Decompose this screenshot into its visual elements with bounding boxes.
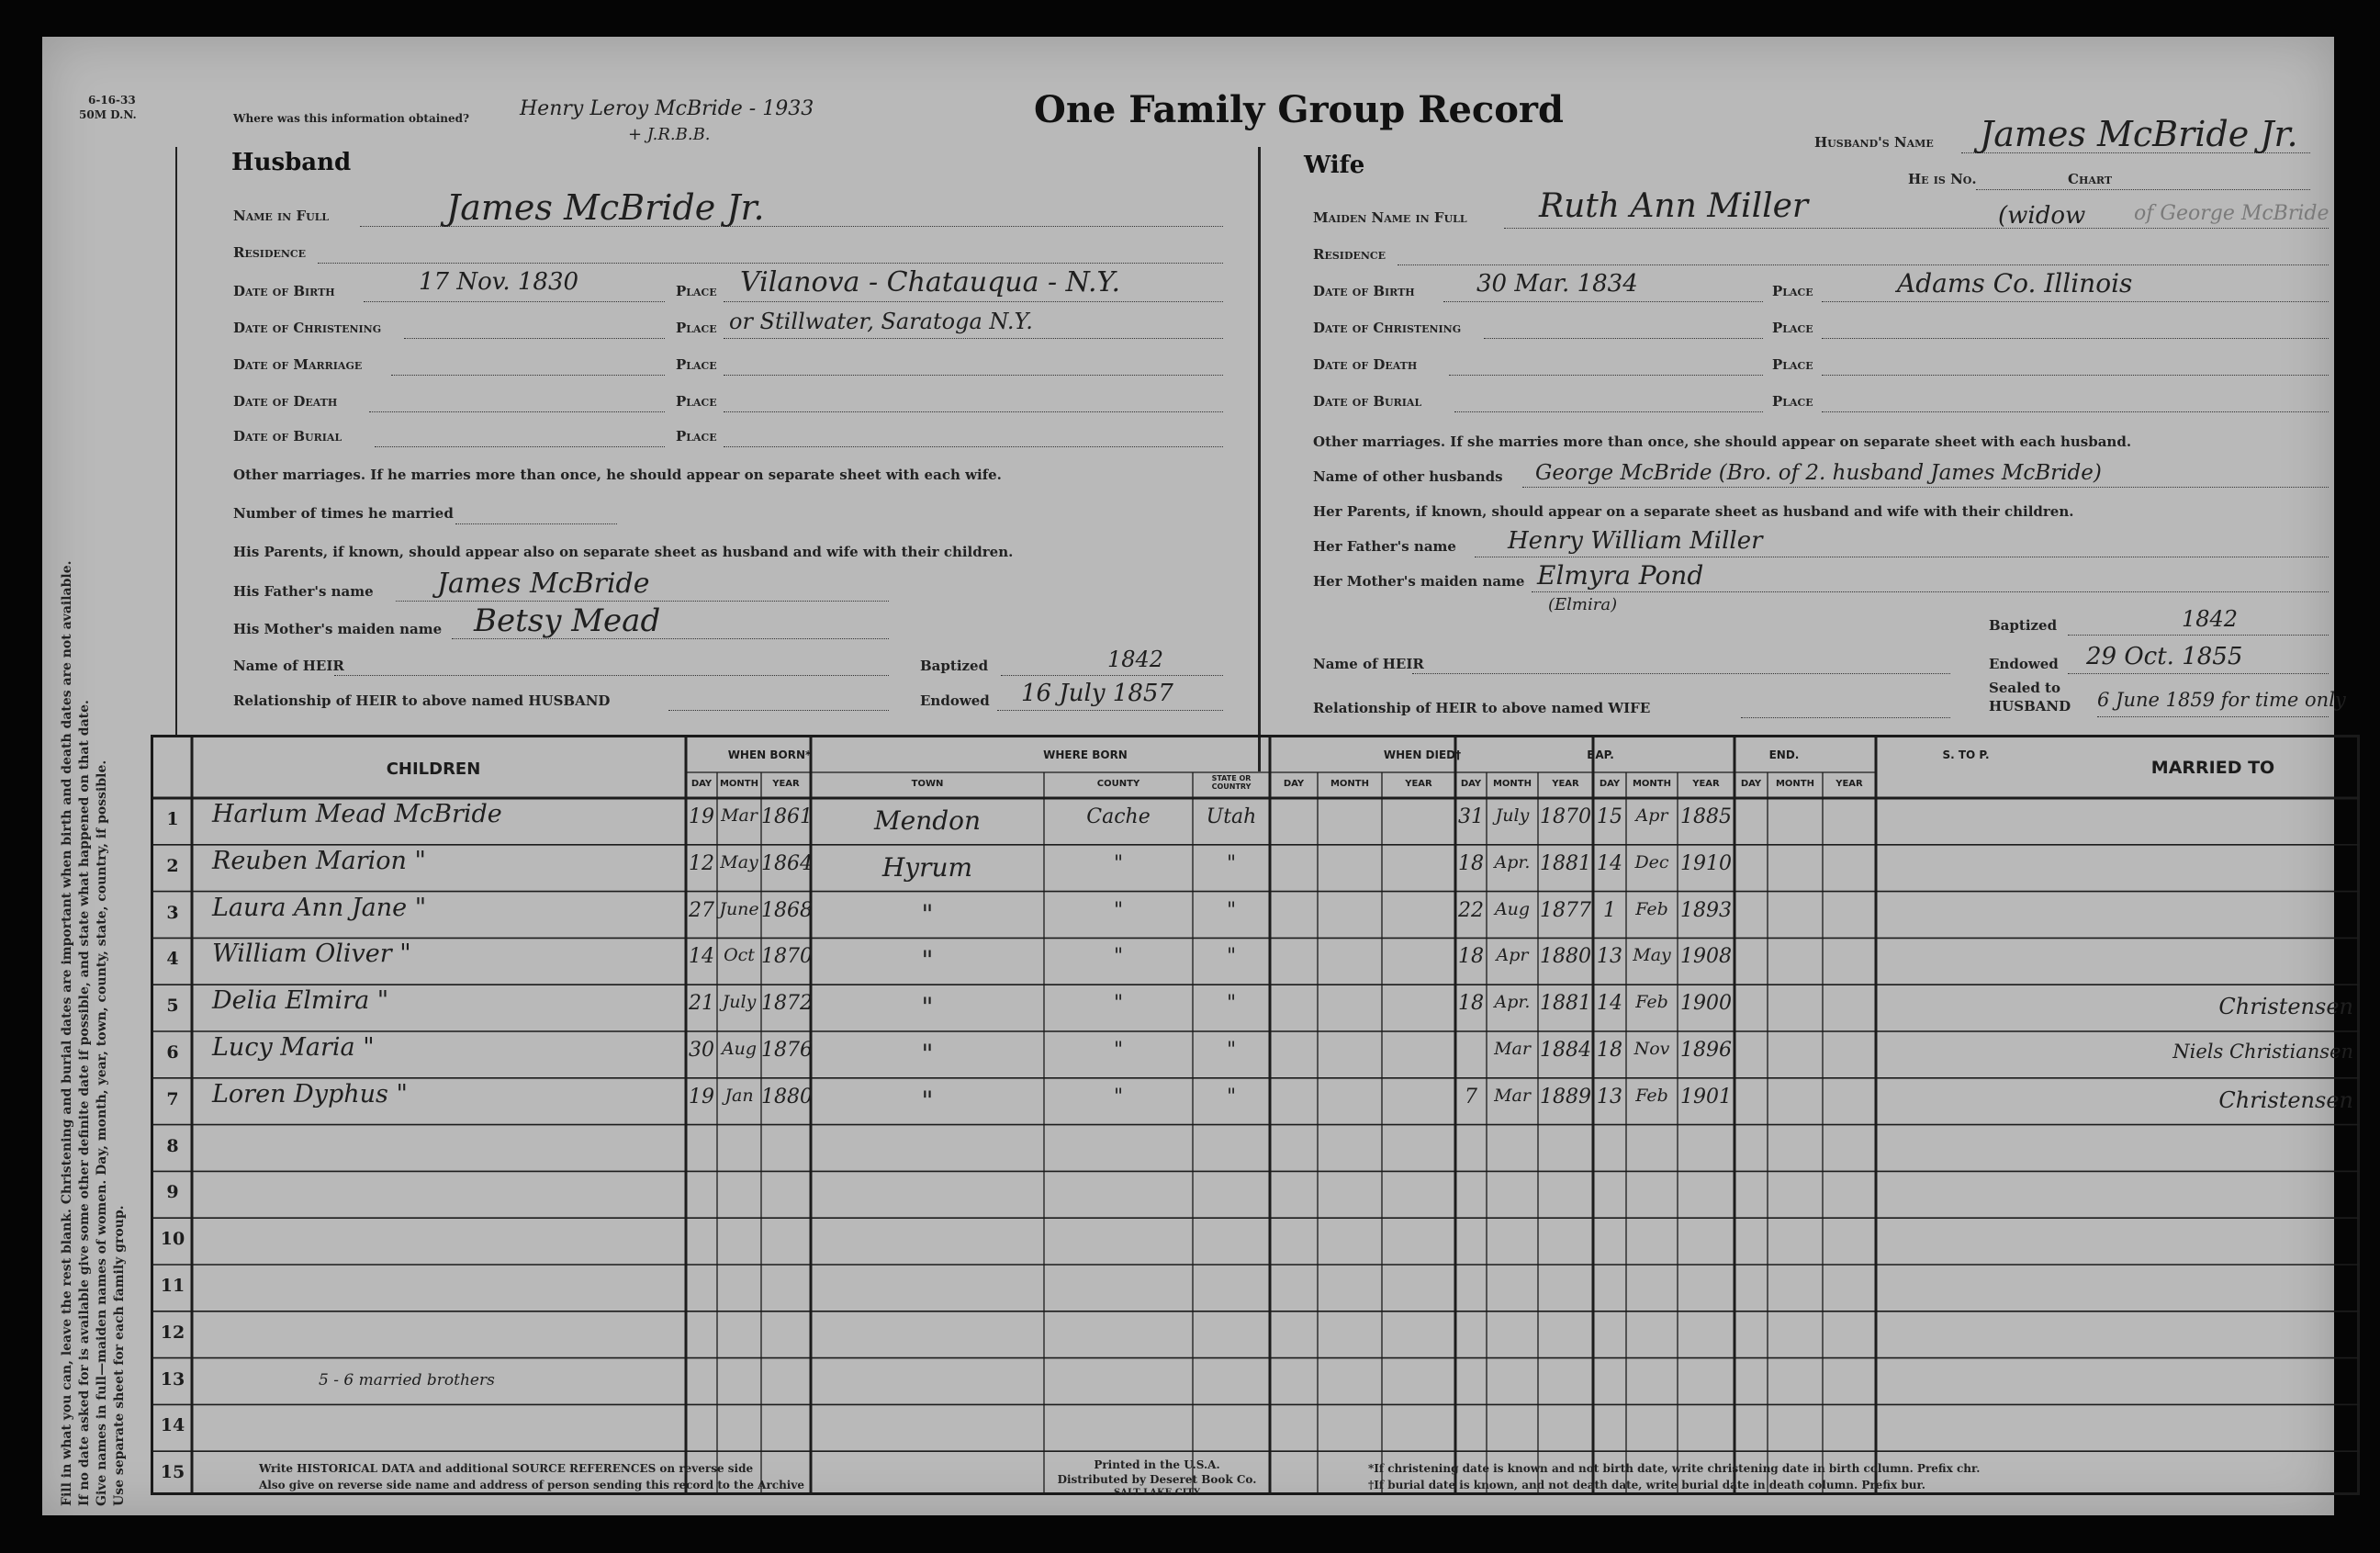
cell-by: 1864 — [761, 851, 813, 875]
header-when-born: WHEN BORN* — [727, 748, 812, 761]
cell-by: 1868 — [761, 898, 813, 922]
header-sto: S. TO P. — [1942, 748, 1990, 761]
husband-burial-place-label: Place — [676, 428, 717, 445]
wife-other-marriages: Other marriages. If she marries more than once, she should appear on separate sheet with each husband. — [1313, 433, 2132, 450]
wife-heir-rel-label: Relationship of HEIR to above named WIFE — [1313, 700, 1651, 716]
cell-endm: Apr — [1635, 805, 1668, 826]
cell-bapy: 1884 — [1540, 1039, 1591, 1062]
table-row — [153, 1125, 2363, 1172]
row-number: 1 — [166, 809, 179, 829]
wife-other-husbands-value: George McBride (Bro. of 2. husband James McBride) — [1535, 461, 2102, 485]
wife-baptized-value: 1842 — [2182, 606, 2239, 632]
wife-baptized-label: Baptized — [1989, 617, 2058, 634]
subheader-month: MONTH — [1330, 779, 1369, 789]
header-married: MARRIED TO — [2150, 758, 2275, 778]
husband-birth-date: 17 Nov. 1830 — [419, 268, 579, 296]
cell-bapd: 31 — [1458, 805, 1484, 828]
wife-mother-label: Her Mother's maiden name — [1313, 573, 1525, 590]
header-end: END. — [1768, 748, 1800, 761]
wife-mother-note: (Elmira) — [1548, 595, 1618, 614]
cell-state: " — [1226, 851, 1237, 875]
husband-death-line — [369, 411, 665, 412]
wife-baptized-line — [2068, 635, 2329, 636]
table-row — [153, 1031, 2363, 1078]
row-number: 2 — [166, 855, 179, 876]
wife-birth-place-line — [1822, 301, 2329, 302]
wife-birth-label: Date of Birth — [1313, 283, 1415, 299]
center-divider — [1258, 147, 1261, 771]
husband-residence-line — [318, 263, 1223, 264]
header-children: CHILDREN — [386, 760, 481, 779]
table-row — [153, 1078, 2363, 1125]
he-is-no-label: He is No. — [1908, 171, 1977, 187]
cell-bm: June — [719, 898, 759, 919]
cell-endy: 1885 — [1680, 805, 1732, 828]
footer-left-1: Write HISTORICAL DATA and additional SOURCE REFERENCES on reverse side — [259, 1462, 754, 1475]
form-code: 6-16-33 — [88, 94, 136, 107]
husband-left-border — [175, 147, 177, 735]
wife-father-value: Henry William Miller — [1508, 527, 1763, 555]
cell-bm: Mar — [721, 805, 758, 826]
row-number: 5 — [166, 996, 179, 1017]
cell-bapy: 1881 — [1540, 992, 1591, 1016]
wife-name-label: Maiden Name in Full — [1313, 209, 1467, 226]
husband-marriage-line — [391, 375, 665, 376]
husband-endowed-line — [997, 710, 1223, 711]
cell-town: Mendon — [873, 805, 982, 836]
side-note-2: If no date asked for is available give some other definite date if possible, and state what happened on that date. — [77, 700, 92, 1506]
table-row — [153, 892, 2363, 939]
husband-burial-place-line — [724, 446, 1223, 447]
wife-burial-place-label: Place — [1772, 393, 1813, 410]
wife-birth-line — [1443, 301, 1763, 302]
wife-burial-line — [1454, 411, 1763, 412]
husband-death-place-line — [724, 411, 1223, 412]
cell-town: " — [921, 898, 934, 929]
cell-bm: July — [722, 992, 757, 1013]
wife-birth-place: Adams Co. Illinois — [1897, 268, 2133, 298]
cell-bm: May — [720, 851, 758, 872]
cell-county: " — [1113, 898, 1124, 922]
wife-mother-value: Elmyra Pond — [1537, 560, 1704, 591]
subheader-month: MONTH — [719, 779, 758, 789]
wife-residence-label: Residence — [1313, 246, 1386, 263]
row-number: 6 — [166, 1042, 179, 1063]
husband-birth-line — [364, 301, 665, 302]
subheader-month: MONTH — [1775, 779, 1814, 789]
cell-county: Cache — [1086, 805, 1151, 828]
child-name: William Oliver " — [212, 940, 411, 969]
husband-birth-place-line — [724, 301, 1223, 302]
wife-sealed-label: Sealed to — [1989, 680, 2060, 696]
husband-christening-line — [404, 338, 665, 339]
husband-parents-note: His Parents, if known, should appear also on separate sheet as husband and wife with their children. — [233, 544, 1014, 560]
table-row — [153, 1171, 2363, 1218]
husband-heir-rel-label: Relationship of HEIR to above named HUSBAND — [233, 692, 611, 709]
cell-bapd: 22 — [1458, 898, 1484, 922]
cell-bapy: 1880 — [1540, 945, 1591, 969]
chart-label: Chart — [2068, 171, 2112, 187]
child-name: Reuben Marion " — [212, 846, 426, 875]
cell-bm: Jan — [724, 1085, 754, 1106]
cell-county: " — [1113, 851, 1124, 875]
cell-county: " — [1113, 1039, 1124, 1062]
subheader-year: YEAR — [1552, 779, 1579, 789]
husband-death-place-label: Place — [676, 393, 717, 410]
cell-bapm: Mar — [1494, 1039, 1531, 1059]
wife-name-value: Ruth Ann Miller — [1539, 187, 1809, 225]
cell-state: " — [1226, 992, 1237, 1016]
husband-christening-place: or Stillwater, Saratoga N.Y. — [729, 309, 1033, 334]
husband-times-married-line — [455, 523, 617, 524]
cell-bapm: Mar — [1494, 1085, 1531, 1106]
side-note-4: Use separate sheet for each family group. — [112, 1205, 127, 1506]
footer-mid-2: Distributed by Deseret Book Co. — [1057, 1473, 1257, 1486]
wife-endowed-label: Endowed — [1989, 656, 2059, 672]
cell-town: " — [921, 1039, 934, 1069]
row-number: 7 — [166, 1088, 179, 1109]
wife-sealed-value: 6 June 1859 for time only — [2097, 689, 2346, 711]
cell-married: Niels Christiansen — [2172, 1041, 2353, 1063]
husband-burial-line — [375, 446, 665, 447]
wife-death-line — [1449, 375, 1763, 376]
cell-endd: 15 — [1597, 805, 1622, 828]
cell-bapy: 1877 — [1540, 898, 1591, 922]
wife-residence-line — [1398, 264, 2329, 265]
husband-name-value: James McBride Jr. — [446, 187, 765, 228]
subheader-day: DAY — [1740, 779, 1762, 789]
header-where-born: WHERE BORN — [1043, 748, 1128, 761]
subheader-year: YEAR — [1692, 779, 1720, 789]
wife-death-place-line — [1822, 375, 2329, 376]
footer-right-1: *If christening date is known and not birth date, write christening date in birth column. Prefix chr. — [1368, 1462, 1981, 1475]
cell-endm: Nov — [1633, 1039, 1670, 1059]
row-number: 3 — [166, 902, 179, 923]
husband-christening-place-label: Place — [676, 320, 717, 336]
cell-bapy: 1870 — [1540, 805, 1591, 828]
cell-endd: 13 — [1597, 1085, 1622, 1108]
wife-other-husbands-label: Name of other husbands — [1313, 468, 1503, 485]
cell-endy: 1893 — [1680, 898, 1732, 922]
side-note-3: Give names in full—maiden names of women. Day, month, year, town, county, state, country, if possible. — [95, 760, 109, 1506]
row-number: 12 — [160, 1322, 185, 1343]
husband-birth-label: Date of Birth — [233, 283, 335, 299]
record-card — [42, 37, 2353, 1515]
cell-bapd: 7 — [1465, 1085, 1477, 1108]
cell-bd: 12 — [689, 851, 714, 875]
wife-heading: Wife — [1304, 152, 1365, 179]
wife-name-note-faint: of George McBride — [2134, 202, 2329, 225]
footer-mid-1: Printed in the U.S.A. — [1094, 1458, 1220, 1471]
form-code-2: 50M D.N. — [79, 108, 137, 121]
cell-by: 1861 — [761, 805, 813, 828]
husband-marriage-place-label: Place — [676, 356, 717, 373]
husband-other-marriages: Other marriages. If he marries more than once, he should appear on separate sheet with each wife. — [233, 467, 1002, 483]
wife-other-husbands-line — [1522, 487, 2329, 488]
cell-town: Hyrum — [881, 851, 973, 883]
cell-endd: 14 — [1597, 851, 1622, 875]
husband-father-line — [396, 601, 889, 602]
children-table — [151, 735, 2360, 1495]
subheader-year: YEAR — [772, 779, 800, 789]
subheader-day: DAY — [690, 779, 713, 789]
husband-heir-label: Name of HEIR — [233, 658, 344, 674]
cell-bm: Aug — [721, 1039, 758, 1059]
row-number: 10 — [160, 1229, 185, 1250]
wife-christening-place-label: Place — [1772, 320, 1813, 336]
row-number: 8 — [166, 1135, 179, 1156]
child-name: Laura Ann Jane " — [212, 893, 427, 922]
subheader-month: MONTH — [1492, 779, 1532, 789]
cell-bapm: Apr. — [1494, 851, 1531, 872]
cell-bapd: 18 — [1458, 851, 1484, 875]
table-row — [153, 1404, 2363, 1451]
husband-christening-label: Date of Christening — [233, 320, 382, 336]
info-value-2: + J.R.B.B. — [628, 125, 711, 144]
cell-endm: Feb — [1635, 1085, 1668, 1106]
table-row — [153, 1265, 2363, 1311]
husband-baptized-value: 1842 — [1107, 647, 1164, 672]
cell-endy: 1896 — [1680, 1039, 1732, 1062]
husband-baptized-label: Baptized — [920, 658, 989, 674]
cell-endm: Feb — [1635, 992, 1668, 1013]
cell-bd: 19 — [689, 1085, 714, 1108]
footer-left-2: Also give on reverse side name and address of person sending this record to the Archive — [259, 1479, 804, 1491]
husband-endowed-value: 16 July 1857 — [1021, 680, 1173, 707]
row-number: 14 — [160, 1415, 185, 1436]
cell-bapd: 18 — [1458, 945, 1484, 969]
table-row — [153, 1218, 2363, 1265]
wife-parents-note: Her Parents, if known, should appear on a separate sheet as husband and wife with their children. — [1313, 503, 2074, 520]
subheader-year: YEAR — [1836, 779, 1863, 789]
header-bap: BAP. — [1587, 748, 1614, 761]
husband-father-label: His Father's name — [233, 583, 374, 600]
child-name: Lucy Maria " — [212, 1033, 375, 1062]
cell-bapm: Apr — [1496, 945, 1529, 966]
cell-by: 1870 — [761, 945, 813, 969]
row-number: 4 — [166, 949, 179, 970]
husband-burial-label: Date of Burial — [233, 428, 342, 445]
wife-endowed-line — [2068, 673, 2329, 674]
cell-married: Christensen — [2218, 994, 2353, 1020]
table-row — [153, 985, 2363, 1031]
husband-heir-line — [334, 675, 889, 676]
he-is-no-line — [1976, 189, 2310, 190]
cell-bd: 27 — [689, 898, 714, 922]
husband-residence-label: Residence — [233, 244, 307, 261]
table-row — [153, 798, 2363, 845]
table-row — [153, 1358, 2363, 1405]
cell-by: 1880 — [761, 1085, 813, 1108]
wife-christening-place-line — [1822, 338, 2329, 339]
wife-name-note: (widow — [1998, 202, 2086, 230]
wife-father-label: Her Father's name — [1313, 538, 1456, 555]
wife-death-label: Date of Death — [1313, 356, 1418, 373]
subheader-day: DAY — [1599, 779, 1621, 789]
cell-bd: 30 — [689, 1039, 714, 1062]
cell-county: " — [1113, 1085, 1124, 1108]
child-name: 5 - 6 married brothers — [319, 1370, 495, 1390]
cell-bapm: July — [1495, 805, 1530, 826]
page-title: One Family Group Record — [1034, 88, 1564, 131]
cell-bd: 21 — [689, 992, 714, 1016]
husbands-name-value: James McBride Jr. — [1980, 114, 2298, 154]
row-number: 13 — [160, 1368, 185, 1390]
cell-endd: 13 — [1597, 945, 1622, 969]
cell-endy: 1908 — [1680, 945, 1732, 969]
row-number: 9 — [166, 1182, 179, 1203]
husband-birth-place-label: Place — [676, 283, 717, 299]
row-number: 15 — [160, 1462, 185, 1483]
cell-endd: 1 — [1603, 898, 1616, 922]
cell-endd: 14 — [1597, 992, 1622, 1016]
cell-county: " — [1113, 992, 1124, 1016]
husband-marriage-label: Date of Marriage — [233, 356, 363, 373]
cell-bm: Oct — [724, 945, 755, 966]
table-row — [153, 938, 2363, 985]
row-number: 11 — [160, 1276, 185, 1296]
info-value: Henry Leroy McBride - 1933 — [520, 97, 814, 120]
cell-state: Utah — [1206, 805, 1257, 828]
cell-endy: 1901 — [1680, 1085, 1732, 1108]
side-instructions — [59, 165, 129, 1506]
cell-town: " — [921, 1085, 934, 1116]
cell-by: 1872 — [761, 992, 813, 1016]
info-label: Where was this information obtained? — [233, 112, 470, 125]
subheader-day: DAY — [1283, 779, 1305, 789]
subheader-state: STATE OR COUNTRY — [1211, 774, 1252, 791]
cell-bapd: 18 — [1458, 992, 1484, 1016]
cell-state: " — [1226, 1039, 1237, 1062]
cell-state: " — [1226, 1085, 1237, 1108]
cell-endy: 1900 — [1680, 992, 1732, 1016]
cell-bapy: 1889 — [1540, 1085, 1591, 1108]
subheader-year: YEAR — [1405, 779, 1432, 789]
cell-bd: 14 — [689, 945, 714, 969]
side-note-1: Fill in what you can, leave the rest blank. Christening and burial dates are important when birth and death dates are not available. — [60, 560, 74, 1506]
husband-heading: Husband — [231, 149, 352, 176]
husband-mother-value: Betsy Mead — [474, 602, 661, 639]
table-row — [153, 1311, 2363, 1358]
wife-burial-label: Date of Burial — [1313, 393, 1422, 410]
wife-christening-line — [1484, 338, 1763, 339]
husband-endowed-label: Endowed — [920, 692, 990, 709]
cell-county: " — [1113, 945, 1124, 969]
header-when-died: WHEN DIED† — [1383, 748, 1462, 761]
subheader-month: MONTH — [1632, 779, 1671, 789]
wife-sealed-line — [2097, 716, 2329, 717]
child-name: Harlum Mead McBride — [212, 800, 502, 828]
husband-baptized-line — [1001, 675, 1223, 676]
child-name: Loren Dyphus " — [212, 1079, 408, 1108]
husbands-name-label: Husband's Name — [1814, 134, 1934, 151]
husband-name-label: Name in Full — [233, 208, 330, 224]
cell-endd: 18 — [1597, 1039, 1622, 1062]
husband-christening-place-line — [724, 338, 1223, 339]
husband-birth-place: Vilanova - Chatauqua - N.Y. — [740, 266, 1121, 298]
wife-birth-date: 30 Mar. 1834 — [1476, 270, 1638, 298]
husband-father-value: James McBride — [437, 568, 650, 600]
husband-heir-rel-line — [668, 710, 889, 711]
wife-endowed-value: 29 Oct. 1855 — [2086, 643, 2243, 670]
husband-mother-label: His Mother's maiden name — [233, 621, 443, 637]
cell-endy: 1910 — [1680, 851, 1732, 875]
wife-death-place-label: Place — [1772, 356, 1813, 373]
wife-birth-place-label: Place — [1772, 283, 1813, 299]
cell-by: 1876 — [761, 1039, 813, 1062]
husband-marriage-place-line — [724, 375, 1223, 376]
cell-endm: May — [1633, 945, 1671, 966]
cell-endm: Feb — [1635, 898, 1668, 919]
cell-bapm: Aug — [1494, 898, 1531, 919]
wife-name-line — [1504, 228, 2329, 229]
child-name: Delia Elmira " — [212, 986, 389, 1016]
table-row — [153, 845, 2363, 892]
cell-bapm: Apr. — [1494, 992, 1531, 1013]
husband-times-married-label: Number of times he married — [233, 505, 454, 522]
subheader-day: DAY — [1460, 779, 1482, 789]
wife-heir-rel-line — [1741, 717, 1950, 718]
cell-bapy: 1881 — [1540, 851, 1591, 875]
subheader-town: TOWN — [911, 779, 944, 789]
wife-burial-place-line — [1822, 411, 2329, 412]
cell-state: " — [1226, 945, 1237, 969]
wife-sealed-label-2: HUSBAND — [1989, 698, 2071, 715]
footer-right-2: †If burial date is known, and not death date, write burial date in death column. Prefix bur. — [1368, 1479, 1925, 1491]
wife-mother-line — [1532, 591, 2329, 592]
footer-mid-3: SALT LAKE CITY — [1114, 1488, 1200, 1498]
cell-endm: Dec — [1634, 851, 1669, 872]
cell-bd: 19 — [689, 805, 714, 828]
wife-heir-label: Name of HEIR — [1313, 656, 1424, 672]
cell-town: " — [921, 945, 934, 976]
subheader-county: COUNTY — [1096, 779, 1140, 789]
husband-death-label: Date of Death — [233, 393, 338, 410]
cell-married: Christensen — [2218, 1086, 2353, 1113]
wife-heir-line — [1412, 673, 1950, 674]
wife-christening-label: Date of Christening — [1313, 320, 1462, 336]
cell-state: " — [1226, 898, 1237, 922]
cell-town: " — [921, 992, 934, 1023]
